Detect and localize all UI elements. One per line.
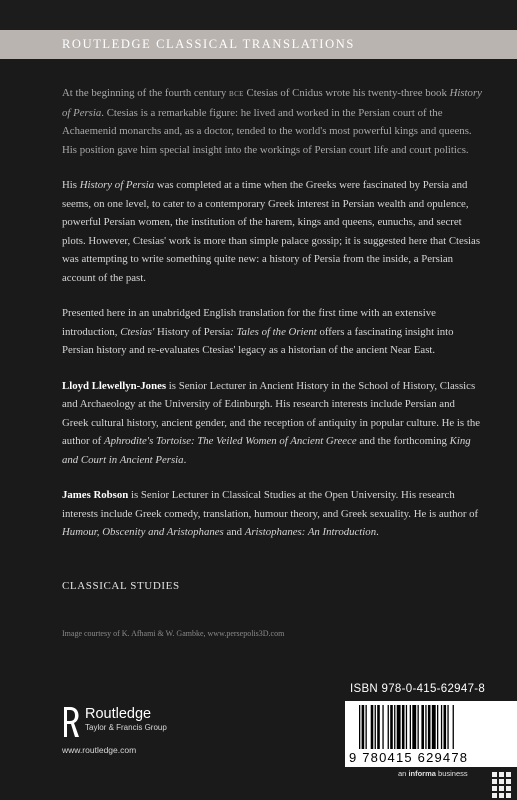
book-title: Aristophanes: An Introduction bbox=[244, 526, 377, 538]
book-title: History of Persia bbox=[62, 87, 482, 119]
book-title: Ctesias' bbox=[120, 325, 155, 338]
text: offers a fascinating insight into Persian history and re-evaluates Ctesias' legacy as a historian of the ancient Near East. bbox=[62, 325, 454, 356]
text: At the beginning of the fourth century bbox=[62, 87, 230, 99]
text: Ctesias of Cnidus wrote his twenty-three book bbox=[243, 87, 450, 99]
blurb bbox=[62, 84, 482, 559]
paragraph-context bbox=[62, 176, 482, 287]
publisher-website: www.routledge.com bbox=[62, 745, 137, 755]
series-title: ROUTLEDGE CLASSICAL TRANSLATIONS bbox=[62, 37, 355, 51]
author-bio-robson bbox=[62, 486, 482, 542]
text: and the forthcoming bbox=[356, 435, 450, 447]
informa-tagline bbox=[398, 769, 468, 778]
series-band bbox=[0, 30, 517, 59]
barcode-bars bbox=[357, 705, 507, 749]
routledge-r-icon bbox=[62, 706, 80, 738]
informa-brand: informa bbox=[408, 769, 436, 778]
publisher-logo bbox=[62, 706, 167, 738]
publisher-name: Routledge bbox=[85, 706, 152, 722]
text: an bbox=[398, 769, 409, 778]
paragraph-intro bbox=[62, 84, 482, 159]
book-title: : Tales of the Orient bbox=[230, 325, 317, 338]
text: . Ctesias is a remarkable figure: he lived and worked in the Persian court of the Achaemenid monarchs and, as a doctor, tended to the world's most powerful kings and queens. His position gave him special insight into the workings of Persian court life and court politics. bbox=[62, 106, 472, 156]
paragraph-translation bbox=[62, 304, 482, 360]
subject-category: CLASSICAL STUDIES bbox=[62, 580, 180, 592]
publisher-group: Taylor & Francis Group bbox=[85, 723, 167, 732]
text: is Senior Lecturer in Classical Studies at the Open University. His research interests include Greek comedy, translation, humour theory, and Greek sexuality. He is author of bbox=[62, 489, 479, 520]
author-name: James Robson bbox=[62, 489, 129, 501]
text: is Senior Lecturer in Ancient History in the School of History, Classics and Archaeology at the University of Edinburgh. His research interests include Persian and Greek cultural history, ancient gender, and the reception of antiquity in popular culture. He is the author of bbox=[62, 379, 481, 447]
text: business bbox=[435, 769, 468, 778]
text: . bbox=[376, 526, 379, 538]
book-title: History of Persia bbox=[79, 179, 155, 191]
book-title: History of Persia bbox=[154, 325, 231, 338]
top-strip bbox=[0, 0, 517, 30]
barcode bbox=[345, 701, 517, 767]
author-bio-llewellyn-jones bbox=[62, 377, 482, 470]
informa-corner-mark bbox=[490, 770, 517, 800]
book-title: Aphrodite's Tortoise: The Veiled Women of Ancient Greece bbox=[103, 435, 357, 447]
barcode-digits: 9 780415 629478 bbox=[349, 750, 469, 765]
book-title: Humour, Obscenity and Aristophanes bbox=[62, 526, 224, 538]
era-abbrev: bce bbox=[229, 89, 244, 99]
isbn-label: ISBN 978-0-415-62947-8 bbox=[350, 683, 486, 695]
book-title: King and Court in Ancient Persia bbox=[62, 435, 471, 466]
text: and bbox=[223, 526, 245, 538]
image-credit: Image courtesy of K. Afhami & W. Gambke, www.persepolis3D.com bbox=[62, 629, 285, 638]
text: . bbox=[183, 453, 187, 466]
author-name: Lloyd Llewellyn-Jones bbox=[62, 379, 167, 392]
text: Presented here in an unabridged English translation for the first time with an extensive introduction, bbox=[62, 307, 436, 338]
text: His bbox=[62, 179, 80, 191]
text: was completed at a time when the Greeks were fascinated by Persia and seems, on one level, to cater to a contemporary Greek interest in Persian wealth and opulence, powerful Persian women, the institution of the harem, kings and queens, eunuchs, and secret plots. However, Ctesias' work is more than simple palace gossip; it is suggested here that Ctesias was attempting to write something quite new: a history of Persia from the inside, a Persian account of the past. bbox=[62, 179, 481, 284]
